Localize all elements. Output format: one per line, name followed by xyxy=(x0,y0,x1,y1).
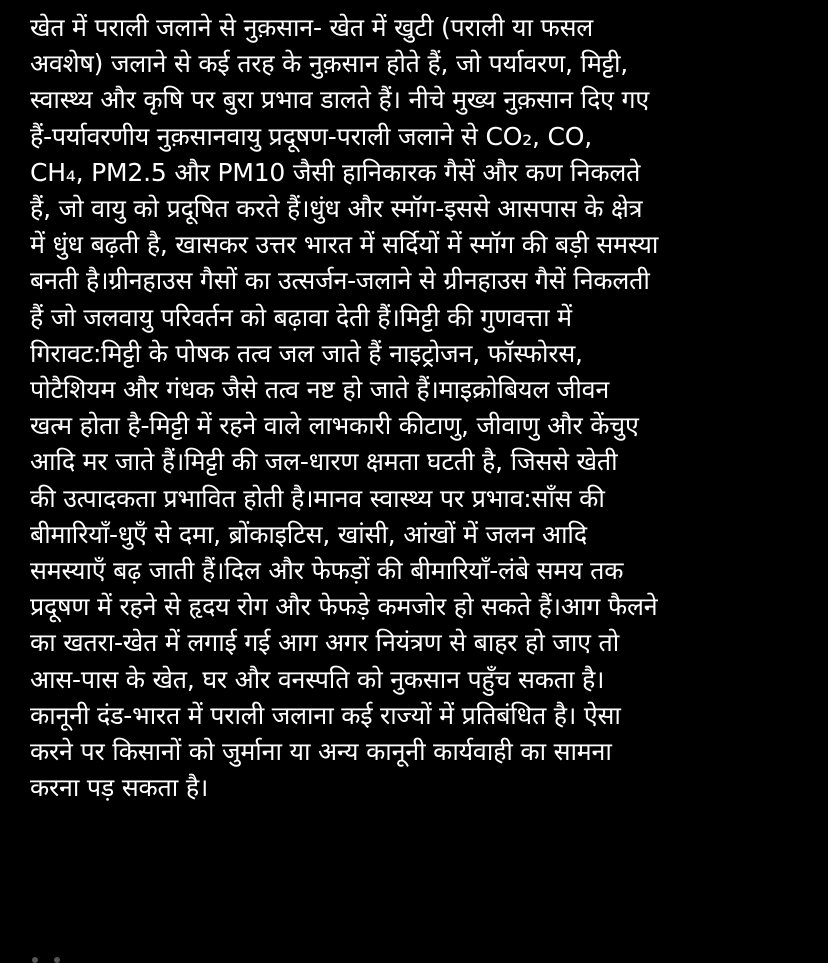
post-text-line: प्रदूषण में रहने से हृदय रोग और फेफड़े कमजोर हो सकते हैं।आग फैलने xyxy=(30,592,658,622)
post-text-body xyxy=(30,10,810,806)
post-text-line: स्वास्थ्य और कृषि पर बुरा प्रभाव डालते हैं। नीचे मुख्य नुक़सान दिए गए xyxy=(30,85,650,115)
post-text-line: हैं, जो वायु को प्रदूषित करते हैं।धुंध और स्मॉग-इससे आसपास के क्षेत्र xyxy=(30,194,643,224)
post-text-line: CH₄, PM2.5 और PM10 जैसी हानिकारक गैसें और कण निकलते xyxy=(30,157,641,187)
post-text-line: की उत्पादकता प्रभावित होती है।मानव स्वास्थ्य पर प्रभाव:साँस की xyxy=(30,483,605,513)
post-text-line: खेत में पराली जलाने से नुक़सान- खेत में खुटी (पराली या फसल xyxy=(30,13,594,42)
post-text-line: में धुंध बढ़ती है, खासकर उत्तर भारत में सर्दियों में स्मॉग की बड़ी समस्या xyxy=(30,230,659,260)
post-text-line: करने पर किसानों को जुर्माना या अन्य कानूनी कार्यवाही का सामना xyxy=(30,737,612,767)
post-text-line: आदि मर जाते हैं।मिट्टी की जल-धारण क्षमता घटती है, जिससे खेती xyxy=(30,447,618,477)
post-text-line: कानूनी दंड-भारत में पराली जलाना कई राज्यों में प्रतिबंधित है। ऐसा xyxy=(30,700,621,730)
footer-dot-icon xyxy=(54,957,60,963)
post-text-line: खत्म होता है-मिट्टी में रहने वाले लाभकारी कीटाणु, जीवाणु और केंचुए xyxy=(30,411,639,441)
post-text-line: समस्याएँ बढ़ जाती हैं।दिल और फेफड़ों की बीमारियाँ-लंबे समय तक xyxy=(30,556,624,586)
post-text-line: का खतरा-खेत में लगाई गई आग अगर नियंत्रण से बाहर हो जाए तो xyxy=(30,628,620,658)
post-text-line: पोटैशियम और गंधक जैसे तत्व नष्ट हो जाते हैं।माइक्रोबियल जीवन xyxy=(30,375,610,405)
footer-cropped-indicator xyxy=(30,951,90,963)
post-text-line: हैं-पर्यावरणीय नुक़सानवायु प्रदूषण-पराली जलाने से CO₂, CO, xyxy=(30,121,593,151)
post-text-line: हैं जो जलवायु परिवर्तन को बढ़ावा देती हैं।मिट्टी की गुणवत्ता में xyxy=(30,302,572,332)
post-text-line: गिरावट:मिट्टी के पोषक तत्व जल जाते हैं नाइट्रोजन, फॉस्फोरस, xyxy=(30,338,583,368)
post-text-line: अवशेष) जलाने से कई तरह के नुक़सान होते हैं, जो पर्यावरण, मिट्टी, xyxy=(30,49,628,79)
post-text-line: आस-पास के खेत, घर और वनस्पति को नुकसान पहुँच सकता है। xyxy=(30,664,605,694)
post-text-line: बनती है।ग्रीनहाउस गैसों का उत्सर्जन-जलाने से ग्रीनहाउस गैसें निकलती xyxy=(30,266,650,296)
footer-dot-icon xyxy=(32,957,38,963)
post-text-line: करना पड़ सकता है। xyxy=(30,773,209,803)
post-text-line: बीमारियाँ-धुएँ से दमा, ब्रोंकाइटिस, खांसी, आंखों में जलन आदि xyxy=(30,519,587,549)
